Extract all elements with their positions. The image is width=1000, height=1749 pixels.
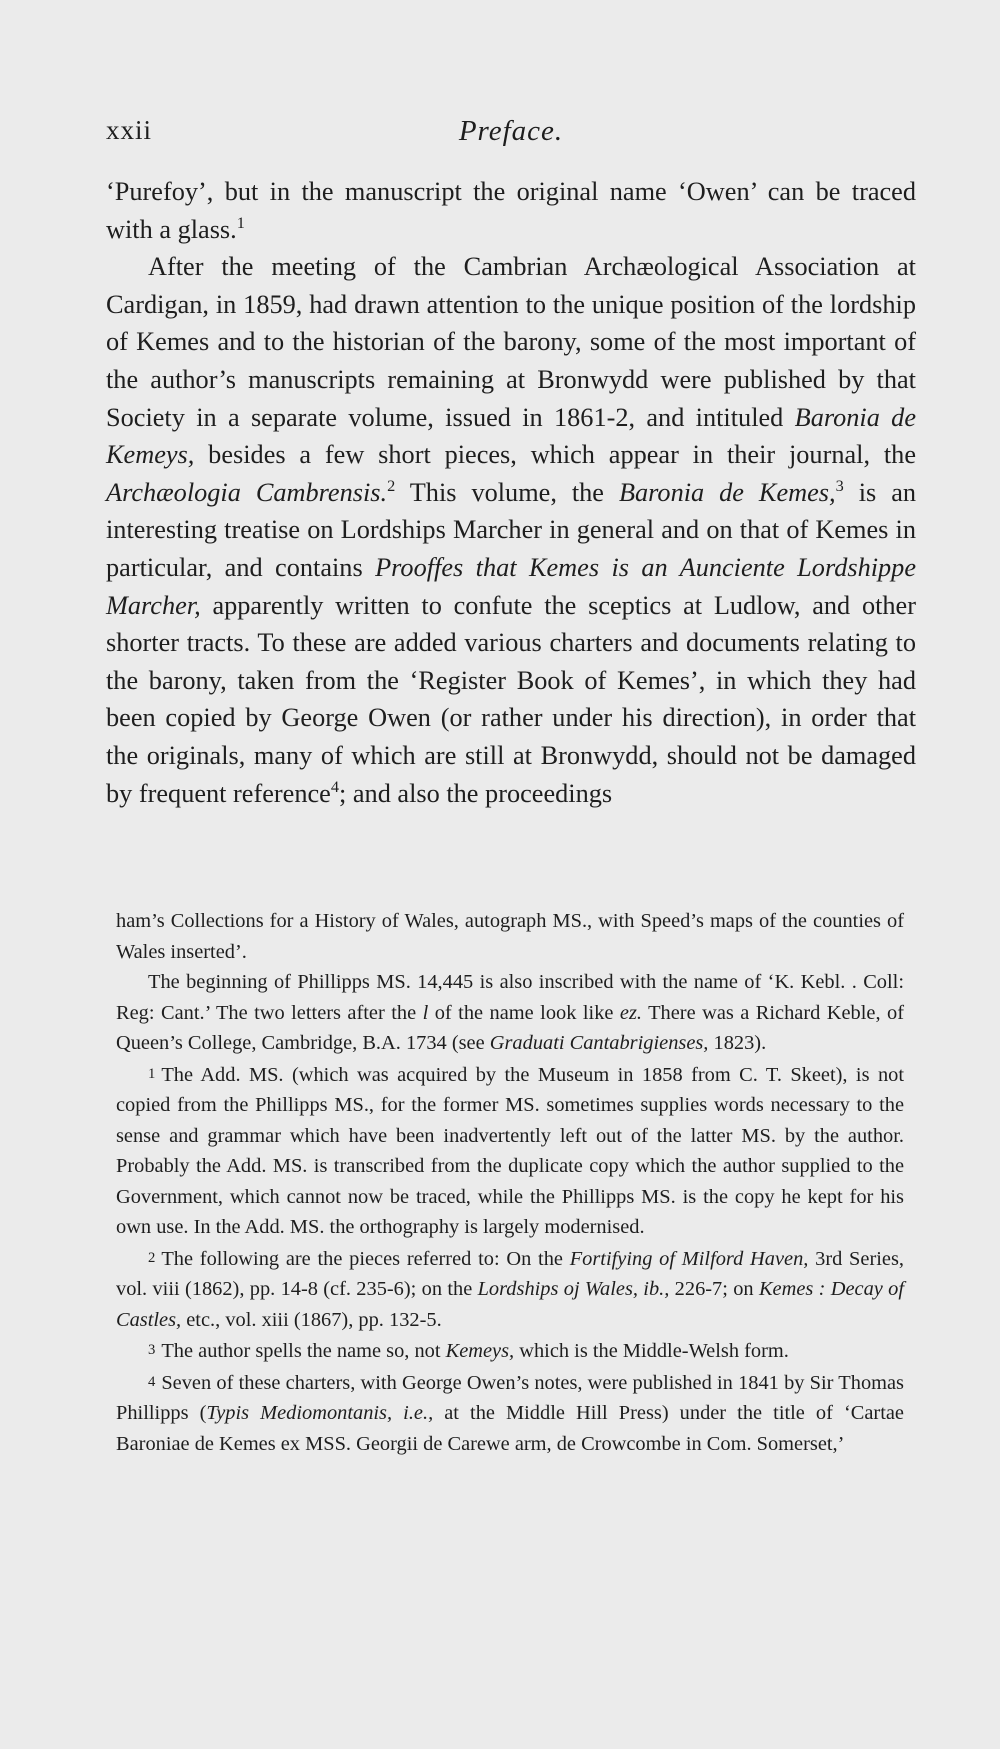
italic-text: Kemeys,	[445, 1340, 515, 1362]
footnotes	[116, 906, 904, 1459]
italic-title: Kemes : Decay of Castles,	[116, 1278, 904, 1331]
footnote-2	[116, 1243, 904, 1336]
page-header	[106, 115, 916, 159]
text-run: There was a Richard Keble, of Queen’s College, Cambridge, B.A. 1734 (see	[116, 1001, 905, 1054]
italic-title: Lordships oj Wales, ib.,	[477, 1278, 670, 1300]
italic-title: Prooffes that Kemes is an Aunciente Lordshippe Marcher,	[106, 552, 917, 620]
text-run: After the meeting of the Cambrian Archæological Association at Cardigan, in 1859, had drawn attention to the unique position of the lordship of Kemes and to the historian of the barony, some of the most important of the author’s manuscripts remaining at Bronwydd were published by that Society in a separate volume, issued in 1861-2, and intituled	[106, 252, 916, 432]
text-run: ; and also the proceedings	[339, 778, 613, 808]
footnote-number: 2	[148, 1249, 156, 1266]
italic-text: ez.	[619, 1001, 643, 1024]
text-run: is an interesting treatise on Lordships Marcher in general and on that of Kemes in particular, and contains	[106, 477, 917, 582]
body-paragraph	[106, 248, 916, 812]
text-run: which is the Middle-Welsh form.	[514, 1340, 789, 1362]
footnote-4	[116, 1367, 904, 1460]
italic-title: Graduati Cantabrigienses,	[489, 1032, 709, 1054]
text-run: The following are the pieces referred to: On the	[161, 1247, 570, 1270]
body-paragraph	[106, 173, 916, 248]
italic-title: Archæologia Cambrensis.	[106, 477, 388, 507]
text-run: This volume, the	[395, 477, 619, 507]
text-run: The beginning of Phillipps MS. 14,445 is also inscribed with the name of ‘K. Kebl. . Coll: Reg: Cant.’ The two letters after the	[116, 971, 904, 1024]
footnote-reference: 4	[330, 776, 339, 796]
text-run: 3rd Series, vol. viii (1862), pp. 14-8 (cf. 235-6); on the	[116, 1247, 904, 1300]
italic-title: Baronia de Kemeys,	[106, 402, 916, 470]
footnote-number: 4	[148, 1373, 156, 1390]
text-run: ham’s Collections for a History of Wales, autograph MS., with Speed’s maps of the counties of Wales inserted’.	[116, 910, 904, 963]
text-run: besides a few short pieces, which appear in their journal, the	[194, 440, 916, 470]
italic-title: Baronia de Kemes,	[618, 477, 836, 507]
footnote-paragraph	[116, 967, 904, 1059]
footnote-reference: 2	[387, 475, 396, 495]
text-run: ‘Purefoy’, but in the manuscript the original name ‘Owen’ can be traced with a glass.	[106, 177, 916, 244]
footnote-reference: 3	[835, 475, 844, 495]
text-run: of the name look like	[428, 1001, 620, 1024]
text-run: The author spells the name so, not	[161, 1340, 446, 1362]
text-run: apparently written to confute the sceptics at Ludlow, and other shorter tracts. To these are added various charters and documents relating to the barony, taken from the ‘Register Book of Kemes’, in which they had been copied by George Owen (or rather under his direction), in order that the originals, many of which are still at Bronwydd, should not be damaged by frequent reference	[106, 590, 916, 808]
footnote-number: 1	[148, 1065, 156, 1082]
footnote-1	[116, 1059, 904, 1243]
text-run: etc., vol. xiii (1867), pp. 132-5.	[181, 1308, 442, 1331]
italic-text: l	[422, 1001, 429, 1024]
italic-title: Fortifying of Milford Haven,	[569, 1247, 809, 1270]
footnote-number: 3	[148, 1342, 156, 1358]
running-title: Preface.	[458, 115, 564, 147]
page-number: xxii	[106, 115, 153, 145]
text-run: 226-7; on	[669, 1278, 759, 1300]
text-run: The Add. MS. (which was acquired by the Museum in 1858 from C. T. Skeet), is not copied from the Phillipps MS., for the former MS. sometimes supplies words necessary to the sense and grammar which have been inadvertently left out of the latter MS. by the author. Probably the Add. MS. is transcribed from the duplicate copy which the author supplied to the Government, which cannot now be traced, while the Phillipps MS. is the copy he kept for his own use. In the Add. MS. the orthography is largely modernised.	[116, 1063, 904, 1238]
text-run: 1823).	[708, 1032, 767, 1054]
footnote-3	[116, 1335, 904, 1367]
text-run: at the Middle Hill Press) under the title of ‘Cartae Baroniae de Kemes ex MSS. Georgii de Carewe arm, de Crowcombe in Com. Somerset,’	[116, 1402, 904, 1455]
footnote-continuation	[116, 906, 904, 967]
italic-title: Typis Mediomontanis, i.e.,	[206, 1402, 434, 1424]
text-run: Seven of these charters, with George Owen’s notes, were published in 1841 by Sir Thomas Phillipps (	[116, 1371, 904, 1424]
footnote-reference: 1	[236, 212, 245, 232]
main-text	[106, 173, 916, 812]
